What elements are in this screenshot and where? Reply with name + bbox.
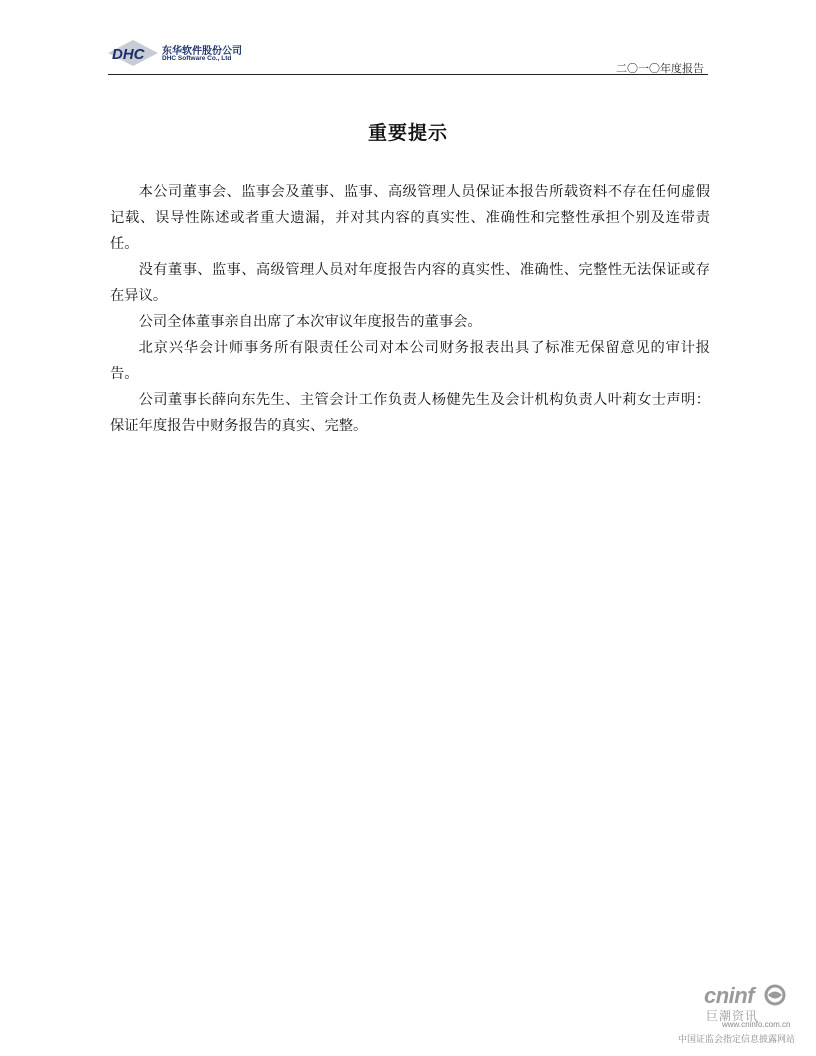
watermark-name: 巨潮资讯 bbox=[706, 1009, 759, 1023]
watermark-logo: cninf bbox=[704, 983, 755, 1008]
paragraph-attendance: 公司全体董事亲自出席了本次审议年度报告的董事会。 bbox=[138, 314, 482, 330]
paragraph-statement: 公司董事长薛向东先生、主管会计工作负责人杨健先生及会计机构负责人叶莉女士声明：保证年度报告中财务报告的真实、完整。 bbox=[110, 392, 710, 434]
company-name-en: DHC Software Co., Ltd bbox=[162, 55, 232, 62]
header-divider bbox=[108, 74, 708, 75]
body-text bbox=[110, 179, 710, 439]
paragraph-no-objection: 没有董事、监事、高级管理人员对年度报告内容的真实性、准确性、完整性无法保证或存在异议。 bbox=[110, 262, 710, 304]
dhc-logo-icon bbox=[108, 40, 158, 66]
report-year-label: 二〇一〇年度报告 bbox=[616, 62, 704, 75]
company-logo bbox=[108, 38, 248, 68]
cninfo-watermark bbox=[676, 980, 816, 1056]
company-name-cn: 东华软件股份公司 bbox=[162, 46, 242, 57]
logo-mark-text: DHC bbox=[112, 46, 145, 63]
watermark-caption: 中国证监会指定信息披露网站 bbox=[678, 1035, 796, 1045]
page-title: 重要提示 bbox=[367, 122, 448, 144]
watermark-url: www.cninfo.com.cn bbox=[722, 1020, 791, 1029]
paragraph-audit-opinion: 北京兴华会计师事务所有限责任公司对本公司财务报表出具了标准无保留意见的审计报告。 bbox=[110, 340, 710, 382]
paragraph-guarantee: 本公司董事会、监事会及董事、监事、高级管理人员保证本报告所载资料不存在任何虚假记载、误导性陈述或者重大遗漏，并对其内容的真实性、准确性和完整性承担个别及连带责任。 bbox=[110, 184, 710, 252]
page-header bbox=[108, 38, 708, 76]
swirl-icon bbox=[764, 984, 786, 1006]
